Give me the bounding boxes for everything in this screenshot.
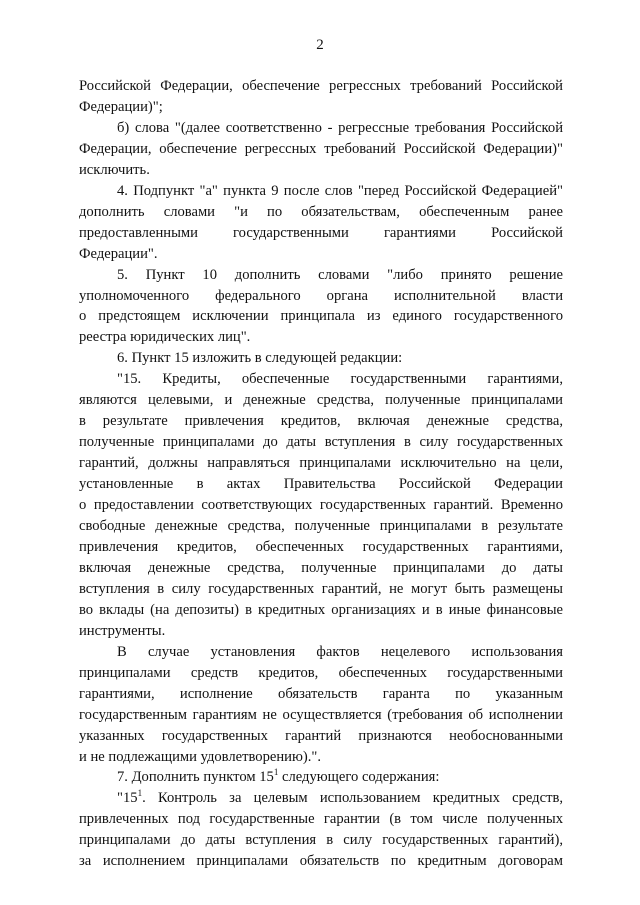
text-line-content: "15. Кредиты, обеспеченные государственными гарантиями, xyxy=(117,371,563,388)
text-line-content: свободные денежные средства, полученные принципалами в результате xyxy=(79,518,563,535)
text-line-content: вступления в силу государственных гарантий, не могут быть размещены xyxy=(79,580,563,597)
text-line xyxy=(79,306,563,327)
text-line xyxy=(79,411,563,432)
text-line xyxy=(79,223,563,244)
text-line-content: уполномоченного федерального органа исполнительной власти xyxy=(79,287,563,304)
text-line-content: установленные в актах Правительства Российской Федерации xyxy=(79,476,563,493)
text-line xyxy=(79,642,563,663)
text-line xyxy=(79,830,563,851)
text-line xyxy=(79,160,563,181)
text-line xyxy=(79,453,563,474)
text-line xyxy=(79,579,563,600)
text-line-content: полученные принципалами до даты вступления в силу государственных xyxy=(79,434,563,451)
text-line-content: за исполнением принципалами обязательств по кредитным договорам xyxy=(79,853,563,870)
text-line-content: б) слова "(далее соответственно - регрессные требования Российской xyxy=(117,119,563,136)
text-line-content: привлеченных под государственные гарантии (в том числе полученных xyxy=(79,811,563,828)
text-line xyxy=(79,767,563,788)
text-line-content: исключить. xyxy=(79,161,150,178)
text-line-content: указанных государственных гарантий признаются необоснованными xyxy=(79,727,563,744)
text-line xyxy=(79,684,563,705)
text-line xyxy=(79,726,563,747)
text-line-content: дополнить словами "и по обязательствам, обеспеченным ранее xyxy=(79,203,563,220)
text-line xyxy=(79,181,563,202)
text-line xyxy=(79,495,563,516)
text-line xyxy=(79,390,563,411)
text-line xyxy=(79,118,563,139)
text-line xyxy=(79,851,563,872)
text-line-content: "15 xyxy=(117,790,138,807)
text-line xyxy=(79,369,563,390)
text-line xyxy=(79,809,563,830)
text-line xyxy=(79,663,563,684)
text-line-content: 7. Дополнить пунктом 15 xyxy=(117,769,274,786)
text-line-content: включая денежные средства, полученные принципалами до даты xyxy=(79,559,563,576)
text-line-content: в результате привлечения кредитов, включая денежные средства, xyxy=(79,413,563,430)
text-line xyxy=(79,516,563,537)
text-line xyxy=(79,348,563,369)
text-line xyxy=(79,705,563,726)
text-line-content: Федерации". xyxy=(79,245,158,262)
text-line-content: В случае установления фактов нецелевого использования xyxy=(117,643,563,660)
text-line-content: 6. Пункт 15 изложить в следующей редакции: xyxy=(117,350,403,367)
text-line xyxy=(79,474,563,495)
text-line-content: Федерации, обеспечение регрессных требований Российской Федерации)" xyxy=(79,140,563,157)
text-line xyxy=(79,327,563,348)
text-line-content: реестра юридических лиц". xyxy=(79,329,251,346)
text-line-content: 5. Пункт 10 дополнить словами "либо принято решение xyxy=(117,266,563,283)
superscript-mark: 1 xyxy=(273,767,279,778)
text-line xyxy=(79,747,563,768)
text-line xyxy=(79,286,563,307)
text-line-content: Федерации)"; xyxy=(79,98,163,115)
text-line xyxy=(79,244,563,265)
text-line-content: инструменты. xyxy=(79,622,166,639)
text-line xyxy=(79,558,563,579)
text-line-content: являются целевыми, и денежные средства, полученные принципалами xyxy=(79,392,563,409)
text-line-content: гарантий, должны направляться принципалами исключительно на цели, xyxy=(79,455,563,472)
text-line-content: 4. Подпункт "а" пункта 9 после слов "перед Российской Федерацией" xyxy=(117,182,563,199)
text-line-content: принципалами средств кредитов, обеспеченных государственными xyxy=(79,664,563,681)
text-line xyxy=(79,202,563,223)
text-line xyxy=(79,76,563,97)
text-line-content: о предстоящем исключении принципала из единого государственного xyxy=(79,308,563,325)
text-line-content: привлечения кредитов, обеспеченных государственных гарантиями, xyxy=(79,538,563,555)
text-line xyxy=(79,537,563,558)
text-line-content: о предоставлении соответствующих государственных гарантий. Временно xyxy=(79,497,563,514)
text-line-content: предоставленными государственными гарантиями Российской xyxy=(79,224,563,241)
text-line-content: принципалами до даты вступления в силу государственных гарантий), xyxy=(79,832,563,849)
text-line xyxy=(79,788,563,809)
text-line-continuation: . Контроль за целевым использованием кредитных средств, xyxy=(142,790,563,807)
text-line-content: государственным гарантиям не осуществляется (требования об исполнении xyxy=(79,706,563,723)
text-line xyxy=(79,621,563,642)
text-line xyxy=(79,432,563,453)
superscript-mark: 1 xyxy=(137,788,143,799)
text-line-content: и не подлежащими удовлетворению).". xyxy=(79,748,322,765)
text-line xyxy=(79,97,563,118)
text-line xyxy=(79,265,563,286)
text-line-content: гарантиями, исполнение обязательств гаранта по указанным xyxy=(79,685,563,702)
page-number: 2 xyxy=(316,37,324,53)
text-line-content: Российской Федерации, обеспечение регрессных требований Российской xyxy=(79,78,563,94)
text-line xyxy=(79,600,563,621)
text-line xyxy=(79,139,563,160)
document-body xyxy=(79,76,563,872)
text-line-continuation: следующего содержания: xyxy=(278,769,440,786)
text-line-content: во вклады (на депозиты) в кредитных организациях и в иные финансовые xyxy=(79,601,563,618)
